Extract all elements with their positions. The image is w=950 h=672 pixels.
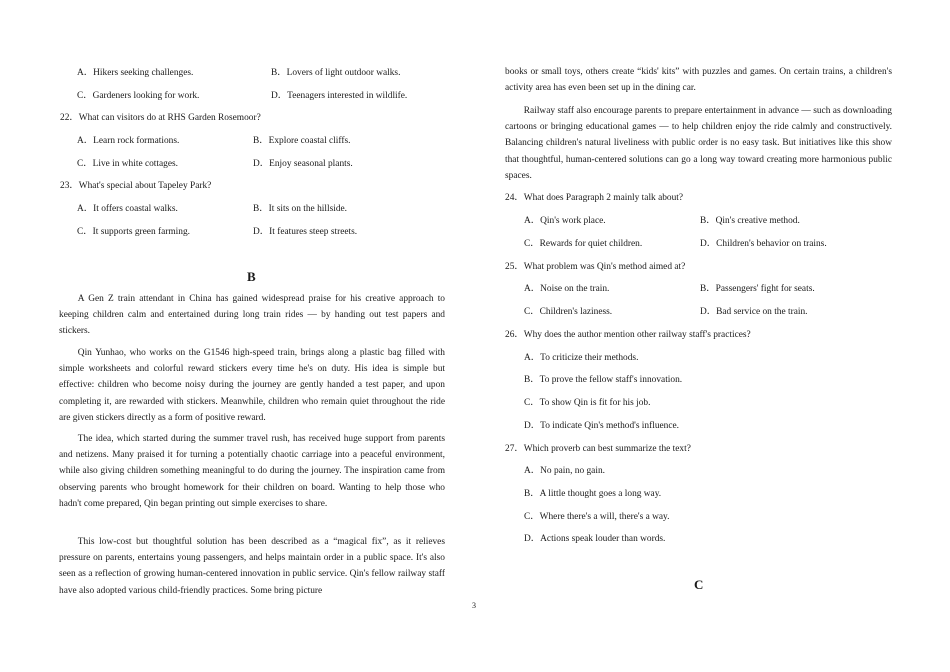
q22-option-b: B．Explore coastal cliffs. bbox=[253, 136, 351, 146]
q27-option-d: D．Actions speak louder than words. bbox=[524, 534, 666, 544]
q21-option-a: A．Hikers seeking challenges. bbox=[77, 68, 194, 78]
passage-b-paragraph-2: Qin Yunhao, who works on the G1546 high-speed train, brings along a plastic bag filled with simple worksheets and colorful reward stickers every time he's on duty. His idea is simple but effective: children who become noisy during the journey are gently handed a test paper, and upon completing it, are rewarded with stickers. Meanwhile, children who remain quiet throughout the ride are given stickers directly as a form of positive reward. bbox=[59, 348, 445, 423]
q23-stem: 23．What's special about Tapeley Park? bbox=[60, 181, 212, 191]
section-b-heading: B bbox=[247, 269, 256, 284]
passage-b-paragraph-4: This low-cost but thoughtful solution has been described as a “magical fix”, as it relieves pressure on parents, entertains young passengers, and helps maintain order in a public space. It's also seen as a reflection of growing human-centered innovation in public service. Qin's fellow railway staff have also adopted various child-friendly practices. Some bring picture bbox=[59, 537, 445, 596]
q26-option-d: D．To indicate Qin's method's influence. bbox=[524, 421, 680, 431]
q24-option-a: A．Qin's work place. bbox=[524, 216, 606, 226]
section-c-heading: C bbox=[694, 577, 704, 592]
q26-stem: 26．Why does the author mention other railway staff's practices? bbox=[505, 330, 751, 340]
q21-option-d: D．Teenagers interested in wildlife. bbox=[271, 91, 408, 101]
q25-option-b: B．Passengers' fight for seats. bbox=[700, 284, 815, 294]
q23-option-c: C．It supports green farming. bbox=[77, 227, 190, 237]
q21-option-c: C．Gardeners looking for work. bbox=[77, 91, 200, 101]
q24-option-d: D．Children's behavior on trains. bbox=[700, 239, 827, 249]
q21-option-b: B．Lovers of light outdoor walks. bbox=[271, 68, 401, 78]
q25-stem: 25．What problem was Qin's method aimed at? bbox=[505, 262, 686, 272]
passage-b-paragraph-1: A Gen Z train attendant in China has gained widespread praise for his creative approach to keeping children calm and entertained during long train rides — by handing out test papers and stickers. bbox=[59, 294, 445, 337]
q26-option-c: C．To show Qin is fit for his job. bbox=[524, 398, 651, 408]
page-number: 3 bbox=[472, 601, 476, 610]
q22-stem: 22．What can visitors do at RHS Garden Rosemoor? bbox=[60, 113, 261, 123]
q27-option-b: B．A little thought goes a long way. bbox=[524, 489, 662, 499]
q25-option-d: D．Bad service on the train. bbox=[700, 307, 808, 317]
q24-option-b: B．Qin's creative method. bbox=[700, 216, 800, 226]
q27-option-c: C．Where there's a will, there's a way. bbox=[524, 512, 670, 522]
q22-option-d: D．Enjoy seasonal plants. bbox=[253, 159, 353, 169]
q25-option-c: C．Children's laziness. bbox=[524, 307, 613, 317]
q22-option-a: A．Learn rock formations. bbox=[77, 136, 180, 146]
q27-option-a: A．No pain, no gain. bbox=[524, 466, 605, 476]
q25-option-a: A．Noise on the train. bbox=[524, 284, 610, 294]
passage-b-paragraph-4-continued: books or small toys, others create “kids' kits” with puzzles and games. On certain trains, a children's activity area has even been set up in the dining car. bbox=[505, 67, 892, 94]
passage-b-paragraph-3: The idea, which started during the summer travel rush, has received huge support from parents and netizens. Many praised it for turning a potentially chaotic carriage into a peaceful environment, while also giving children something meaningful to do during the journey. The inspiration came from observing parents who brought homework for their children on board. Wanting to help those who hadn't come prepared, Qin began printing out simple exercises to share. bbox=[59, 434, 445, 509]
q22-option-c: C．Live in white cottages. bbox=[77, 159, 179, 169]
q24-option-c: C．Rewards for quiet children. bbox=[524, 239, 643, 249]
passage-b-paragraph-5: Railway staff also encourage parents to prepare entertainment in advance — such as downloading cartoons or bringing educational games — to help children enjoy the ride calmly and constructively. Balancing children's natural liveliness with public order is no easy task. But initiatives like this show that thoughtful, human-centered solutions can go a long way toward creating more harmonious public spaces. bbox=[505, 106, 892, 181]
q23-option-d: D．It features steep streets. bbox=[253, 227, 358, 237]
q24-stem: 24．What does Paragraph 2 mainly talk about? bbox=[505, 193, 684, 203]
q26-option-a: A．To criticize their methods. bbox=[524, 353, 639, 363]
q23-option-a: A．It offers coastal walks. bbox=[77, 204, 178, 214]
q26-option-b: B．To prove the fellow staff's innovation. bbox=[524, 375, 683, 385]
q27-stem: 27．Which proverb can best summarize the text? bbox=[505, 444, 691, 454]
q23-option-b: B．It sits on the hillside. bbox=[253, 204, 348, 214]
